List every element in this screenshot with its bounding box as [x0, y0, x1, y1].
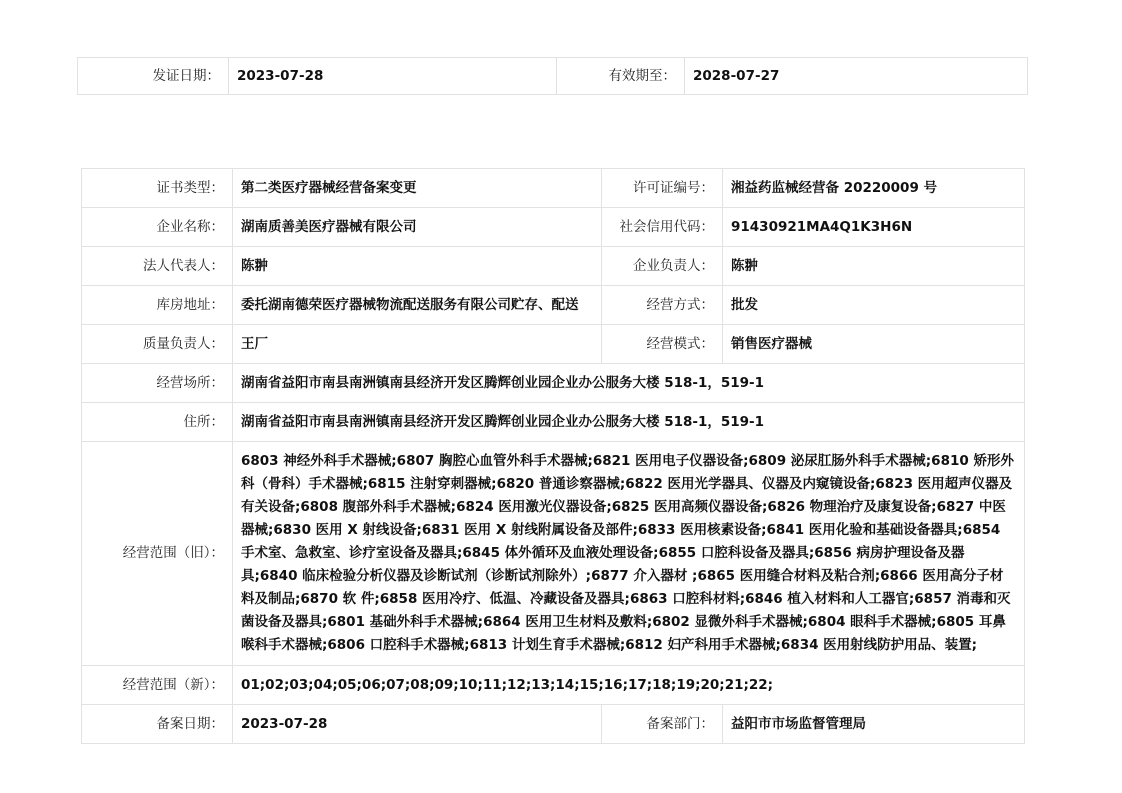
filing-date-label: 备案日期： [82, 705, 233, 744]
scope-old-value: 6803 神经外科手术器械;6807 胸腔心血管外科手术器械;6821 医用电子仪器设备;6809 泌尿肛肠外科手术器械;6810 矫形外科（骨科）手术器械;6815 注射穿刺器械;6820 普通诊察器械;6822 医用光学器具、仪器及内窥镜设备;6823 医用超声仪器及有关设备;6808 腹部外科手术器械;6824 医用激光仪器设备;6825 医用高频仪器设备;6826 物理治疗及康复设备;6827 中医器械;6830 医用 X 射线设备;6831 医用 X 射线附属设备及部件;6833 医用核素设备;6841 医用化验和基础设备器具;6854 手术室、急救室、诊疗室设备及器具;6845 体外循环及血液处理设备;6855 口腔科设备及器具;6856 病房护理设备及器具;6840 临床检验分析仪器及诊断试剂（诊断试剂除外）;6877 介入器材 ;6865 医用缝合材料及粘合剂;6866 医用高分子材料及制品;6870 软 件;6858 医用冷疗、低温、冷藏设备及器具;6863 口腔科材料;6846 植入材料和人工器官;6857 消毒和灭菌设备及器具;6801 基础外科手术器械;6864 医用卫生材料及敷料;6802 显微外科手术器械;6804 眼科手术器械;6805 耳鼻喉科手术器械;6806 口腔科手术器械;6813 计划生育手术器械;6812 妇产科用手术器械;6834 医用射线防护用品、装置; [233, 442, 1025, 666]
cert-type-value: 第二类医疗器械经营备案变更 [233, 169, 602, 208]
filing-dept-label: 备案部门： [602, 705, 723, 744]
mode-label: 经营方式： [602, 286, 723, 325]
model-value: 销售医疗器械 [723, 325, 1025, 364]
company-label: 企业名称： [82, 208, 233, 247]
scope-old-label: 经营范围（旧）： [82, 442, 233, 666]
premises-value: 湖南省益阳市南县南洲镇南县经济开发区腾辉创业园企业办公服务大楼 518-1，519-1 [233, 364, 1025, 403]
residence-label: 住所： [82, 403, 233, 442]
validity-row [78, 58, 1028, 95]
premises-label: 经营场所： [82, 364, 233, 403]
legal-rep-value: 陈翀 [233, 247, 602, 286]
table-row [82, 286, 1025, 325]
legal-rep-label: 法人代表人： [82, 247, 233, 286]
table-row [82, 247, 1025, 286]
principal-value: 陈翀 [723, 247, 1025, 286]
cert-type-label: 证书类型： [82, 169, 233, 208]
company-value: 湖南质善美医疗器械有限公司 [233, 208, 602, 247]
table-row [82, 705, 1025, 744]
issue-date-value: 2023-07-28 [229, 58, 557, 95]
quality-value: 王厂 [233, 325, 602, 364]
scope-new-value: 01;02;03;04;05;06;07;08;09;10;11;12;13;14;15;16;17;18;19;20;21;22; [233, 666, 1025, 705]
certificate-table [81, 168, 1025, 744]
principal-label: 企业负责人： [602, 247, 723, 286]
quality-label: 质量负责人： [82, 325, 233, 364]
filing-dept-value: 益阳市市场监督管理局 [723, 705, 1025, 744]
filing-date-value: 2023-07-28 [233, 705, 602, 744]
table-row [82, 208, 1025, 247]
warehouse-label: 库房地址： [82, 286, 233, 325]
table-row [82, 325, 1025, 364]
scope-new-label: 经营范围（新）： [82, 666, 233, 705]
table-row [82, 364, 1025, 403]
mode-value: 批发 [723, 286, 1025, 325]
issue-date-label: 发证日期： [78, 58, 229, 95]
credit-code-value: 91430921MA4Q1K3H6N [723, 208, 1025, 247]
residence-value: 湖南省益阳市南县南洲镇南县经济开发区腾辉创业园企业办公服务大楼 518-1，519-1 [233, 403, 1025, 442]
credit-code-label: 社会信用代码： [602, 208, 723, 247]
table-row [82, 403, 1025, 442]
valid-until-value: 2028-07-27 [685, 58, 1028, 95]
table-row [82, 169, 1025, 208]
table-row [82, 442, 1025, 666]
warehouse-value: 委托湖南德荣医疗器械物流配送服务有限公司贮存、配送 [233, 286, 602, 325]
license-no-value: 湘益药监械经营备 20220009 号 [723, 169, 1025, 208]
model-label: 经营模式： [602, 325, 723, 364]
table-row [82, 666, 1025, 705]
license-no-label: 许可证编号： [602, 169, 723, 208]
valid-until-label: 有效期至： [557, 58, 685, 95]
validity-table [77, 57, 1028, 95]
